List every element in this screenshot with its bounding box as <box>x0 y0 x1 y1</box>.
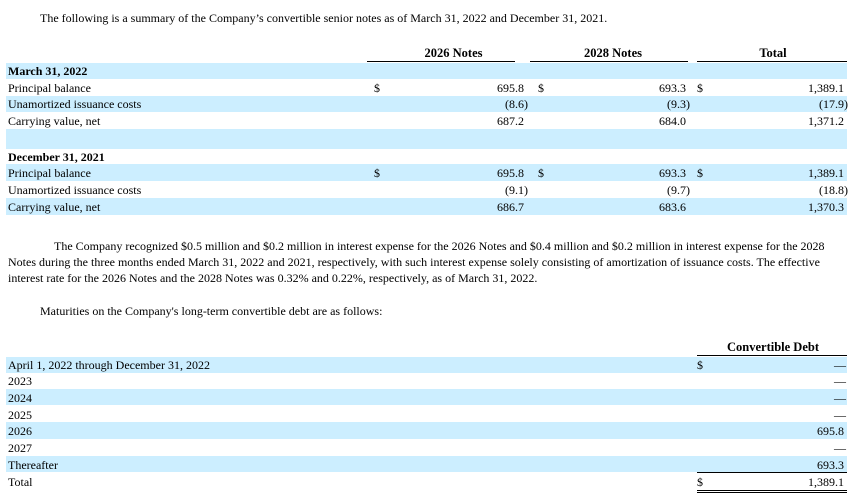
row-label: 2024 <box>8 391 32 405</box>
value-2026: 686.7 <box>497 200 524 214</box>
row-label: Unamortized issuance costs <box>8 183 142 197</box>
value-2028: (9.3) <box>667 97 690 111</box>
value-2026: 687.2 <box>497 114 524 128</box>
col-header-convertible-debt: Convertible Debt <box>727 340 819 354</box>
currency-symbol: $ <box>374 81 380 95</box>
section-title: March 31, 2022 <box>8 64 88 78</box>
row-label: Unamortized issuance costs <box>8 97 142 111</box>
total-double-rule-top <box>697 490 847 491</box>
value-2028: 693.3 <box>659 81 686 95</box>
col-header-2026-notes: 2026 Notes <box>424 46 483 60</box>
currency-symbol: $ <box>538 81 544 95</box>
value-total: 1,389.1 <box>808 81 844 95</box>
value-2028: 693.3 <box>659 166 686 180</box>
currency-symbol: $ <box>697 475 703 489</box>
section-title: December 31, 2021 <box>8 150 105 164</box>
row-band <box>6 422 847 439</box>
row-band <box>6 129 847 149</box>
row-label: Total <box>8 475 33 489</box>
total-double-rule-bottom <box>697 492 847 493</box>
row-label: 2025 <box>8 408 32 422</box>
row-label: Principal balance <box>8 166 91 180</box>
row-label: 2023 <box>8 374 32 388</box>
currency-symbol: $ <box>697 166 703 180</box>
row-value: — <box>834 441 846 455</box>
row-label: 2027 <box>8 441 32 455</box>
col-header-2028-notes: 2028 Notes <box>584 46 642 60</box>
row-band <box>6 389 847 405</box>
value-2026: (8.6) <box>505 97 528 111</box>
row-label: Carrying value, net <box>8 114 101 128</box>
row-label: April 1, 2022 through December 31, 2022 <box>8 358 210 372</box>
value-total: 1,389.1 <box>808 166 844 180</box>
currency-symbol: $ <box>374 166 380 180</box>
value-total: (17.9) <box>819 97 848 111</box>
total-rule <box>697 472 847 473</box>
maturities-intro: Maturities on the Company's long-term convertible debt are as follows: <box>40 304 383 318</box>
row-band <box>6 456 847 472</box>
row-label: Carrying value, net <box>8 200 101 214</box>
header-rule-total <box>697 61 847 62</box>
currency-symbol: $ <box>697 358 703 372</box>
row-label: Thereafter <box>8 458 58 472</box>
row-value: 695.8 <box>817 424 844 438</box>
row-band <box>6 198 847 215</box>
intro-text: The following is a summary of the Company’s convertible senior notes as of March 31, 2022 and December 31, 2021. <box>40 11 608 25</box>
row-label: Principal balance <box>8 81 91 95</box>
header-rule-convertible-debt <box>697 355 847 356</box>
value-total: (18.8) <box>819 183 848 197</box>
row-band <box>6 164 847 181</box>
value-total: 1,371.2 <box>808 114 844 128</box>
row-band <box>6 63 847 79</box>
row-value: 693.3 <box>817 458 844 472</box>
value-2028: 683.6 <box>659 200 686 214</box>
row-value: — <box>834 358 846 372</box>
row-value: — <box>834 408 846 422</box>
header-rule-2026 <box>367 61 515 62</box>
value-2026: 695.8 <box>497 166 524 180</box>
row-value: 1,389.1 <box>808 475 844 489</box>
value-2028: 684.0 <box>659 114 686 128</box>
header-rule-2028 <box>530 61 688 62</box>
col-header-total: Total <box>759 46 787 60</box>
currency-symbol: $ <box>538 166 544 180</box>
interest-paragraph: The Company recognized $0.5 million and $0.2 million in interest expense for the 2026 Notes and $0.4 million and $0.2 million in interest expense for the 2028 Notes during the three months ended March 31, 2022 and 2021, respectively, with such interest expense solely consisting of amortization of issuance costs. The effective interest rate for the 2026 Notes and the 2028 Notes was 0.32% and 0.22%, respectively, as of March 31, 2022. <box>8 239 825 285</box>
row-value: — <box>834 391 846 405</box>
value-2028: (9.7) <box>667 183 690 197</box>
row-value: — <box>834 374 846 388</box>
value-2026: 695.8 <box>497 81 524 95</box>
currency-symbol: $ <box>697 81 703 95</box>
value-2026: (9.1) <box>505 183 528 197</box>
value-total: 1,370.3 <box>808 200 844 214</box>
row-label: 2026 <box>8 424 32 438</box>
